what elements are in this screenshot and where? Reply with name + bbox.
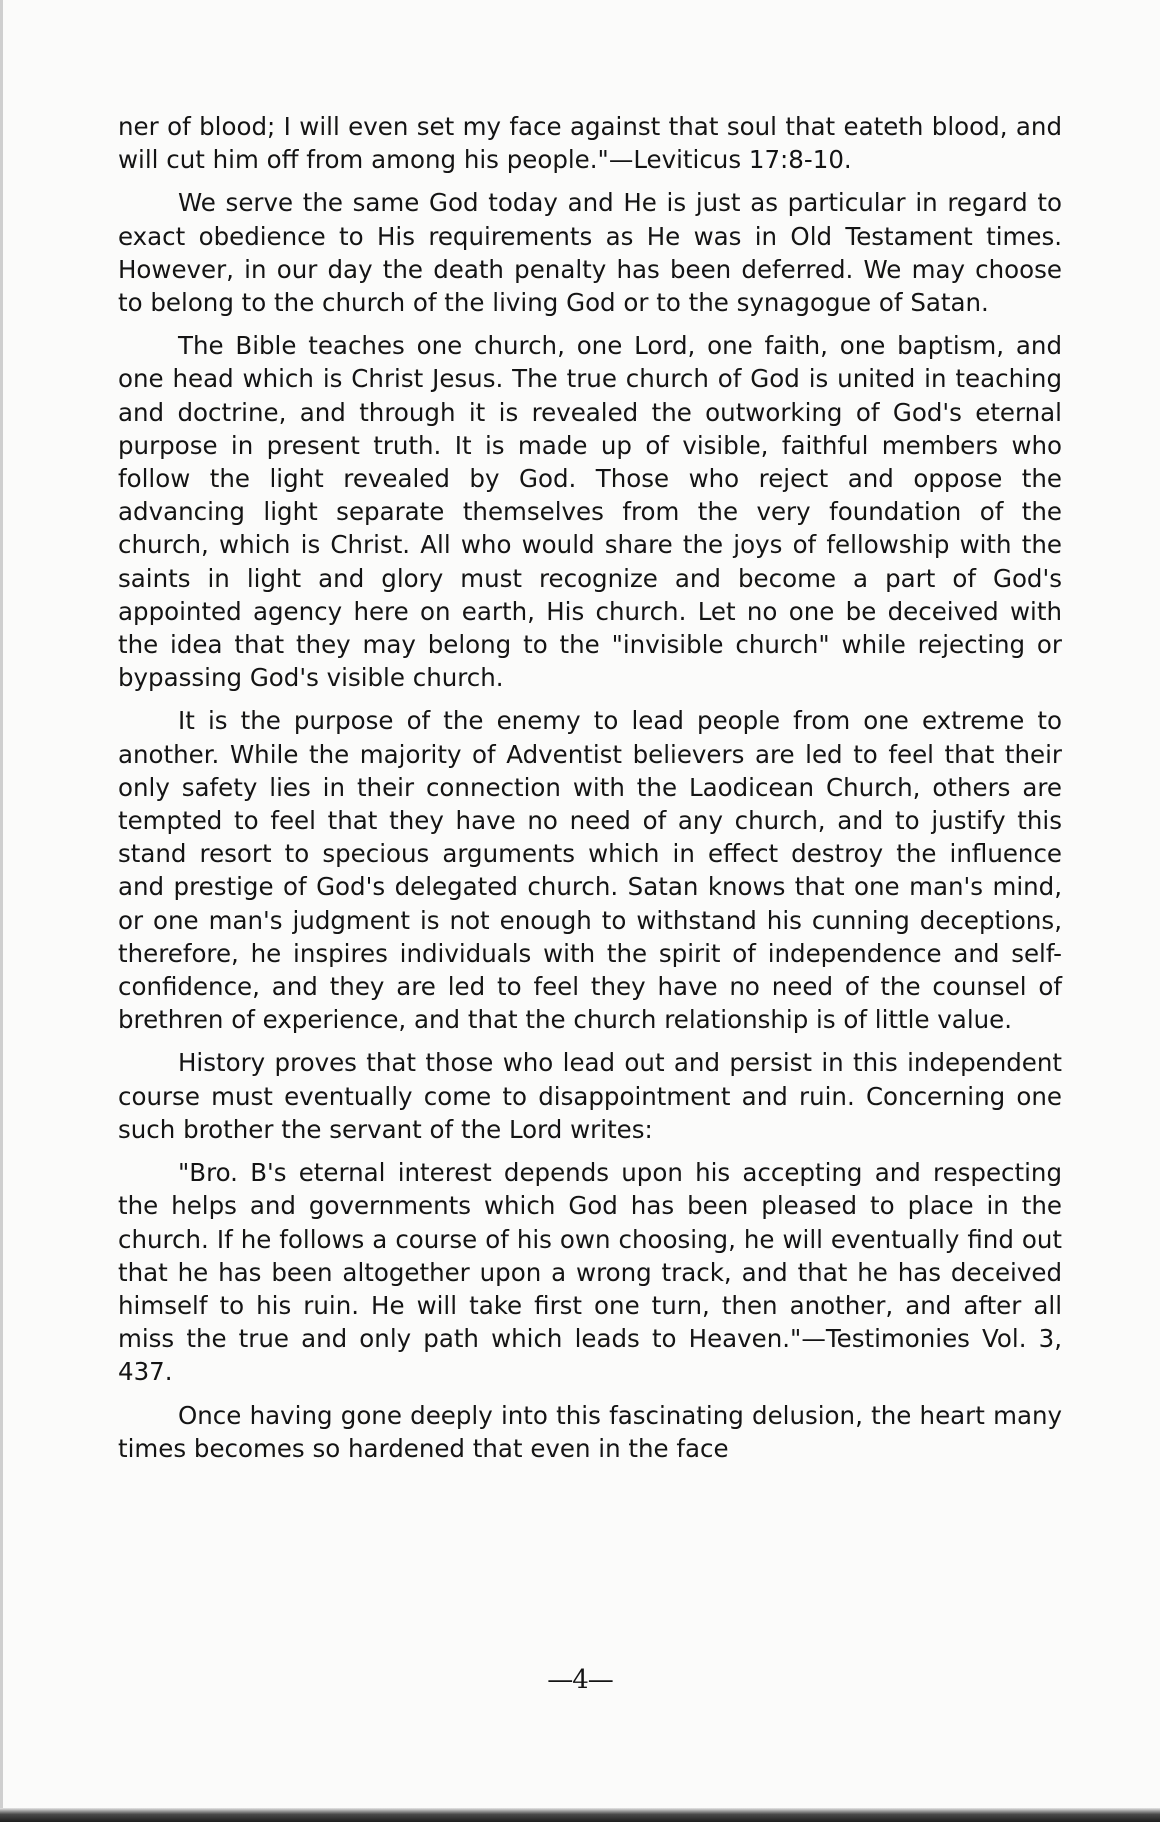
paragraph-leviticus-quote-end: ner of blood; I will even set my face against that soul that eateth blood, and will cut him off from among his people."—Leviticus 17:8-10. bbox=[118, 112, 1062, 175]
paragraph-delusion: Once having gone deeply into this fascinating delusion, the heart many times becomes so hardened that even in the face bbox=[118, 1400, 1062, 1463]
page-number: —4— bbox=[547, 1665, 613, 1695]
page-left-edge bbox=[0, 0, 3, 1822]
paragraph-testimonies-quote: "Bro. B's eternal interest depends upon his accepting and respecting the helps and governments which God has been pleased to place in the church. If he follows a course of his own choosing, he will eventually find out that he has been altogether upon a wrong track, and that he has deceived himself to his ruin. He will take first one turn, then another, and after all miss the true and only path which leads to Heaven."—Testimonies Vol. 3, 437. bbox=[118, 1158, 1062, 1387]
paragraph-same-god: We serve the same God today and He is just as particular in regard to exact obedience to His requirements as He was in Old Testament times. However, in our day the death penalty has been deferred. We may choose to belong to the church of the living God or to the synagogue of Satan. bbox=[118, 188, 1062, 318]
page-bottom-edge bbox=[0, 1808, 1160, 1822]
paragraph-enemy-purpose: It is the purpose of the enemy to lead people from one extreme to another. While the majority of Adventist believers are led to feel that their only safety lies in their connection with the Laodicean Church, others are tempted to feel that they have no need of any church, and to justify this stand resort to specious arguments which in effect destroy the influence and prestige of God's delegated church. Satan knows that one man's mind, or one man's judgment is not enough to withstand his cunning deceptions, therefore, he inspires individuals with the spirit of independence and self-confidence, and they are led to feel they have no need of the counsel of brethren of experience, and that the church relationship is of little value. bbox=[118, 706, 1062, 1035]
paragraph-history-proves: History proves that those who lead out and persist in this independent course must eventually come to disappointment and ruin. Concerning one such brother the servant of the Lord writes: bbox=[118, 1048, 1062, 1144]
paragraph-one-church: The Bible teaches one church, one Lord, one faith, one baptism, and one head which is Christ Jesus. The true church of God is united in teaching and doctrine, and through it is revealed the outworking of God's eternal purpose in present truth. It is made up of visible, faithful members who follow the light revealed by God. Those who reject and oppose the advancing light separate themselves from the very foundation of the church, which is Christ. All who would share the joys of fellowship with the saints in light and glory must recognize and become a part of God's appointed agency here on earth, His church. Let no one be deceived with the idea that they may belong to the "invisible church" while rejecting or bypassing God's visible church. bbox=[118, 331, 1062, 693]
body-text bbox=[118, 110, 1062, 1475]
